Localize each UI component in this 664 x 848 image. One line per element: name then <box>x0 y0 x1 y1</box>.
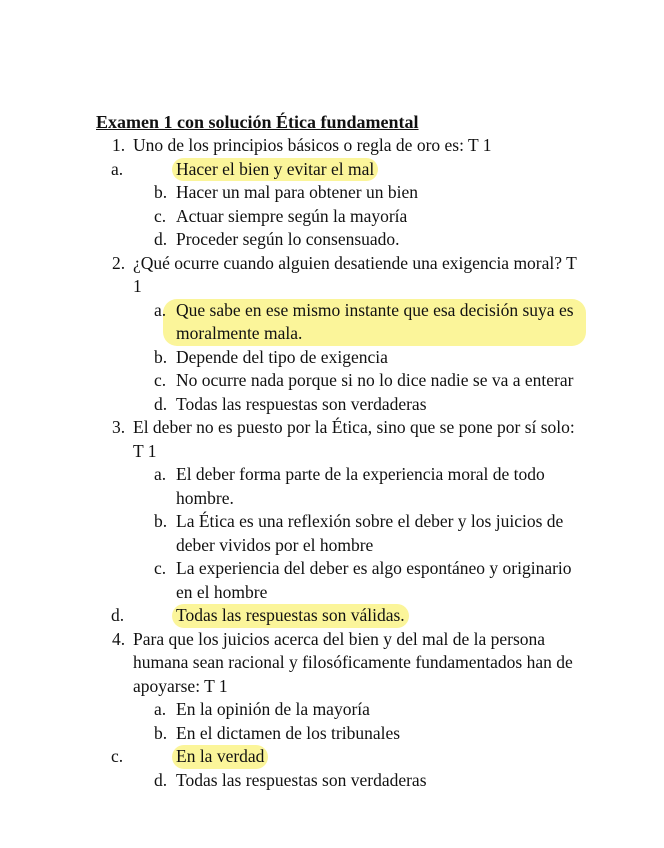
option-2d <box>133 393 586 417</box>
option-text: Hacer el bien y evitar el mal <box>176 158 375 179</box>
option-text: Proceder según lo consensuado. <box>176 229 400 249</box>
option-3a <box>133 463 586 510</box>
option-text: Todas las respuestas son verdaderas <box>176 769 427 790</box>
question-1 <box>96 134 586 252</box>
option-letter: b. <box>154 346 168 367</box>
question-text: El deber no es puesto por la Ética, sino que se pone por sí solo: T 1 <box>133 417 575 461</box>
question-number: 3. <box>112 417 126 437</box>
question-2 <box>96 252 586 417</box>
question-number: 4. <box>112 628 126 649</box>
question-text: Uno de los principios básicos o regla de oro es: T 1 <box>133 135 492 155</box>
option-text: Que sabe en ese mismo instante que esa decisión suya es moralmente mala. <box>176 299 574 343</box>
answer-highlight <box>111 604 409 628</box>
option-1a <box>111 158 586 182</box>
option-text: La Ética es una reflexión sobre el deber y los juicios de deber vividos por el hombre <box>176 511 564 555</box>
option-2c <box>133 369 586 393</box>
option-list <box>133 299 586 417</box>
option-text: En el dictamen de los tribunales <box>176 722 401 743</box>
question-3 <box>96 416 586 628</box>
question-list <box>96 134 586 792</box>
option-letter: a. <box>154 464 167 484</box>
option-text: El deber forma parte de la experiencia moral de todo hombre. <box>176 464 545 508</box>
option-letter: d. <box>111 605 125 625</box>
option-letter: c. <box>111 746 124 766</box>
option-list <box>111 463 586 628</box>
option-text: Hacer un mal para obtener un bien <box>176 182 418 202</box>
option-letter: d. <box>154 229 168 249</box>
question-number: 1. <box>112 135 126 155</box>
option-2b <box>133 346 586 370</box>
option-letter: c. <box>154 205 167 226</box>
option-letter: a. <box>154 699 167 719</box>
option-4a <box>133 698 586 722</box>
option-letter: a. <box>111 158 124 179</box>
option-1c <box>133 205 586 229</box>
option-text: La experiencia del deber es algo espontáneo y originario en el hombre <box>176 558 572 602</box>
option-3b <box>133 510 586 557</box>
option-3d <box>111 604 586 628</box>
option-3c <box>133 557 586 604</box>
option-list <box>111 698 586 792</box>
answer-highlight <box>111 745 268 769</box>
option-list <box>111 158 586 252</box>
option-letter: c. <box>154 370 167 390</box>
option-letter: a. <box>154 299 167 320</box>
option-text: Actuar siempre según la mayoría <box>176 205 408 226</box>
option-4b <box>133 722 586 746</box>
option-letter: d. <box>154 393 168 414</box>
option-text: En la verdad <box>176 746 265 766</box>
option-text: Todas las respuestas son verdaderas <box>176 393 427 414</box>
document <box>96 110 586 792</box>
option-1d <box>133 228 586 252</box>
option-4d <box>133 769 586 793</box>
option-text: En la opinión de la mayoría <box>176 699 370 719</box>
answer-highlight <box>111 158 378 182</box>
option-4c <box>111 745 586 769</box>
option-text: No ocurre nada porque si no lo dice nadie se va a enterar <box>176 370 574 390</box>
question-number: 2. <box>112 252 126 273</box>
option-1b <box>133 181 586 205</box>
option-text: Todas las respuestas son válidas. <box>176 605 405 625</box>
option-letter: b. <box>154 511 168 531</box>
option-letter: b. <box>154 722 168 743</box>
option-letter: c. <box>154 558 167 578</box>
question-4 <box>96 628 586 793</box>
option-2a <box>154 299 586 346</box>
option-letter: b. <box>154 182 168 202</box>
question-text: Para que los juicios acerca del bien y del mal de la persona humana sean racional y filosóficamente fundamentados han de apoyarse: T 1 <box>133 628 573 696</box>
option-letter: d. <box>154 769 168 790</box>
question-text: ¿Qué ocurre cuando alguien desatiende una exigencia moral? T 1 <box>133 252 577 296</box>
page-title: Examen 1 con solución Ética fundamental <box>96 112 419 132</box>
option-text: Depende del tipo de exigencia <box>176 346 388 367</box>
